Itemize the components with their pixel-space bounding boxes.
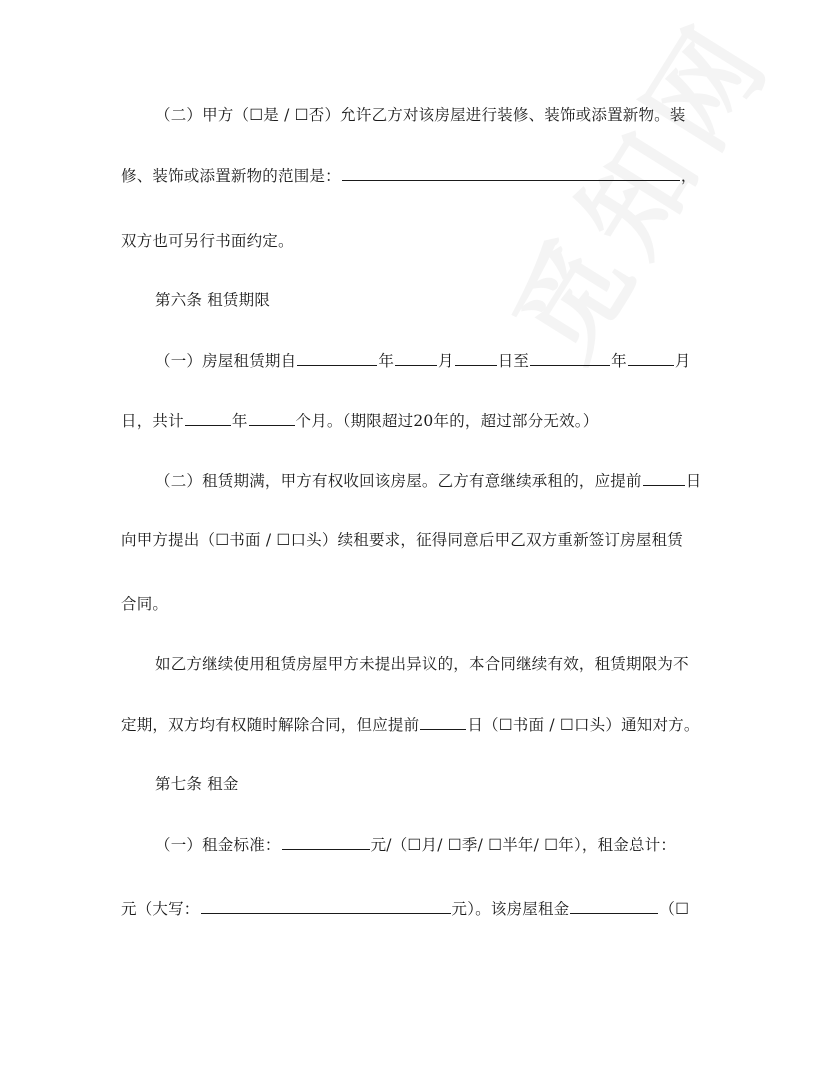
total-months-blank[interactable]: [249, 407, 295, 426]
text: （一）租金标准：: [155, 836, 281, 854]
renovation-scope-blank[interactable]: [342, 162, 680, 181]
watermark: [470, 0, 801, 384]
text: 月: [438, 352, 454, 370]
text: 年: [378, 352, 395, 370]
text: （二）租赁期满，甲方有权收回该房屋。乙方有意继续承租的，应提前: [155, 472, 642, 490]
clause-6-2-line-1: [155, 467, 701, 493]
text: 如乙方继续使用租赁房屋甲方未提出异议的，本合同继续有效，租赁期限为不: [155, 655, 689, 673]
text: 月: [674, 352, 691, 370]
rent-payment-blank[interactable]: [570, 895, 658, 914]
clause-5-2-line-3: [121, 228, 294, 254]
heading-text: 第七条 租金: [155, 775, 239, 793]
text: ，: [680, 167, 697, 185]
clause-6-1-line-1: [155, 347, 691, 373]
text: （☐: [659, 900, 690, 918]
text: 个月。（期限超过20年的，超过部分无效。）: [295, 412, 599, 430]
clause-6-2-line-2: [121, 527, 683, 553]
clause-6-1-line-2: [121, 407, 598, 433]
end-month-blank[interactable]: [628, 347, 674, 366]
renewal-notice-days-blank[interactable]: [643, 467, 685, 486]
text: 日（☐书面 / ☐口头）通知对方。: [467, 716, 700, 734]
start-year-blank[interactable]: [297, 347, 377, 366]
clause-7-1-line-2: [121, 895, 689, 921]
start-day-blank[interactable]: [455, 347, 497, 366]
text: （二）甲方（☐是 / ☐否）允许乙方对该房屋进行装修、装饰或添置新物。装: [155, 106, 686, 124]
text: 合同。: [121, 595, 169, 613]
text: 元）。该房屋租金: [451, 900, 570, 918]
text: 元（大写：: [121, 900, 200, 918]
text: （一）房屋租赁期自: [155, 352, 297, 370]
text: 修、装饰或添置新物的范围是：: [121, 167, 341, 185]
total-years-blank[interactable]: [185, 407, 231, 426]
clause-5-2-line-1: [155, 102, 686, 128]
text: 定期，双方均有权随时解除合同，但应提前: [121, 716, 420, 734]
text: 年: [231, 412, 248, 430]
heading-text: 第六条 租赁期限: [155, 291, 271, 309]
text: 向甲方提出（☐书面 / ☐口头）续租要求，征得同意后甲乙双方重新签订房屋租赁: [121, 531, 683, 549]
end-year-blank[interactable]: [530, 347, 610, 366]
text: 日至: [497, 352, 530, 370]
rent-standard-blank[interactable]: [282, 831, 370, 850]
rent-total-capital-blank[interactable]: [201, 895, 451, 914]
article-6-heading: [155, 287, 270, 313]
text: 双方也可另行书面约定。: [121, 232, 294, 250]
text: 元/（☐月/ ☐季/ ☐半年/ ☐年），租金总计：: [370, 836, 677, 854]
termination-notice-days-blank[interactable]: [420, 711, 466, 730]
article-7-heading: [155, 771, 239, 797]
clause-7-1-line-1: [155, 831, 676, 857]
text: 日: [685, 472, 702, 490]
clause-6-2-line-3: [121, 591, 168, 617]
start-month-blank[interactable]: [395, 347, 437, 366]
text: 日，共计: [121, 412, 184, 430]
text: 年: [611, 352, 627, 370]
clause-6-3-line-2: [121, 711, 700, 737]
clause-5-2-line-2: [121, 162, 697, 188]
clause-6-3-line-1: [155, 651, 689, 677]
